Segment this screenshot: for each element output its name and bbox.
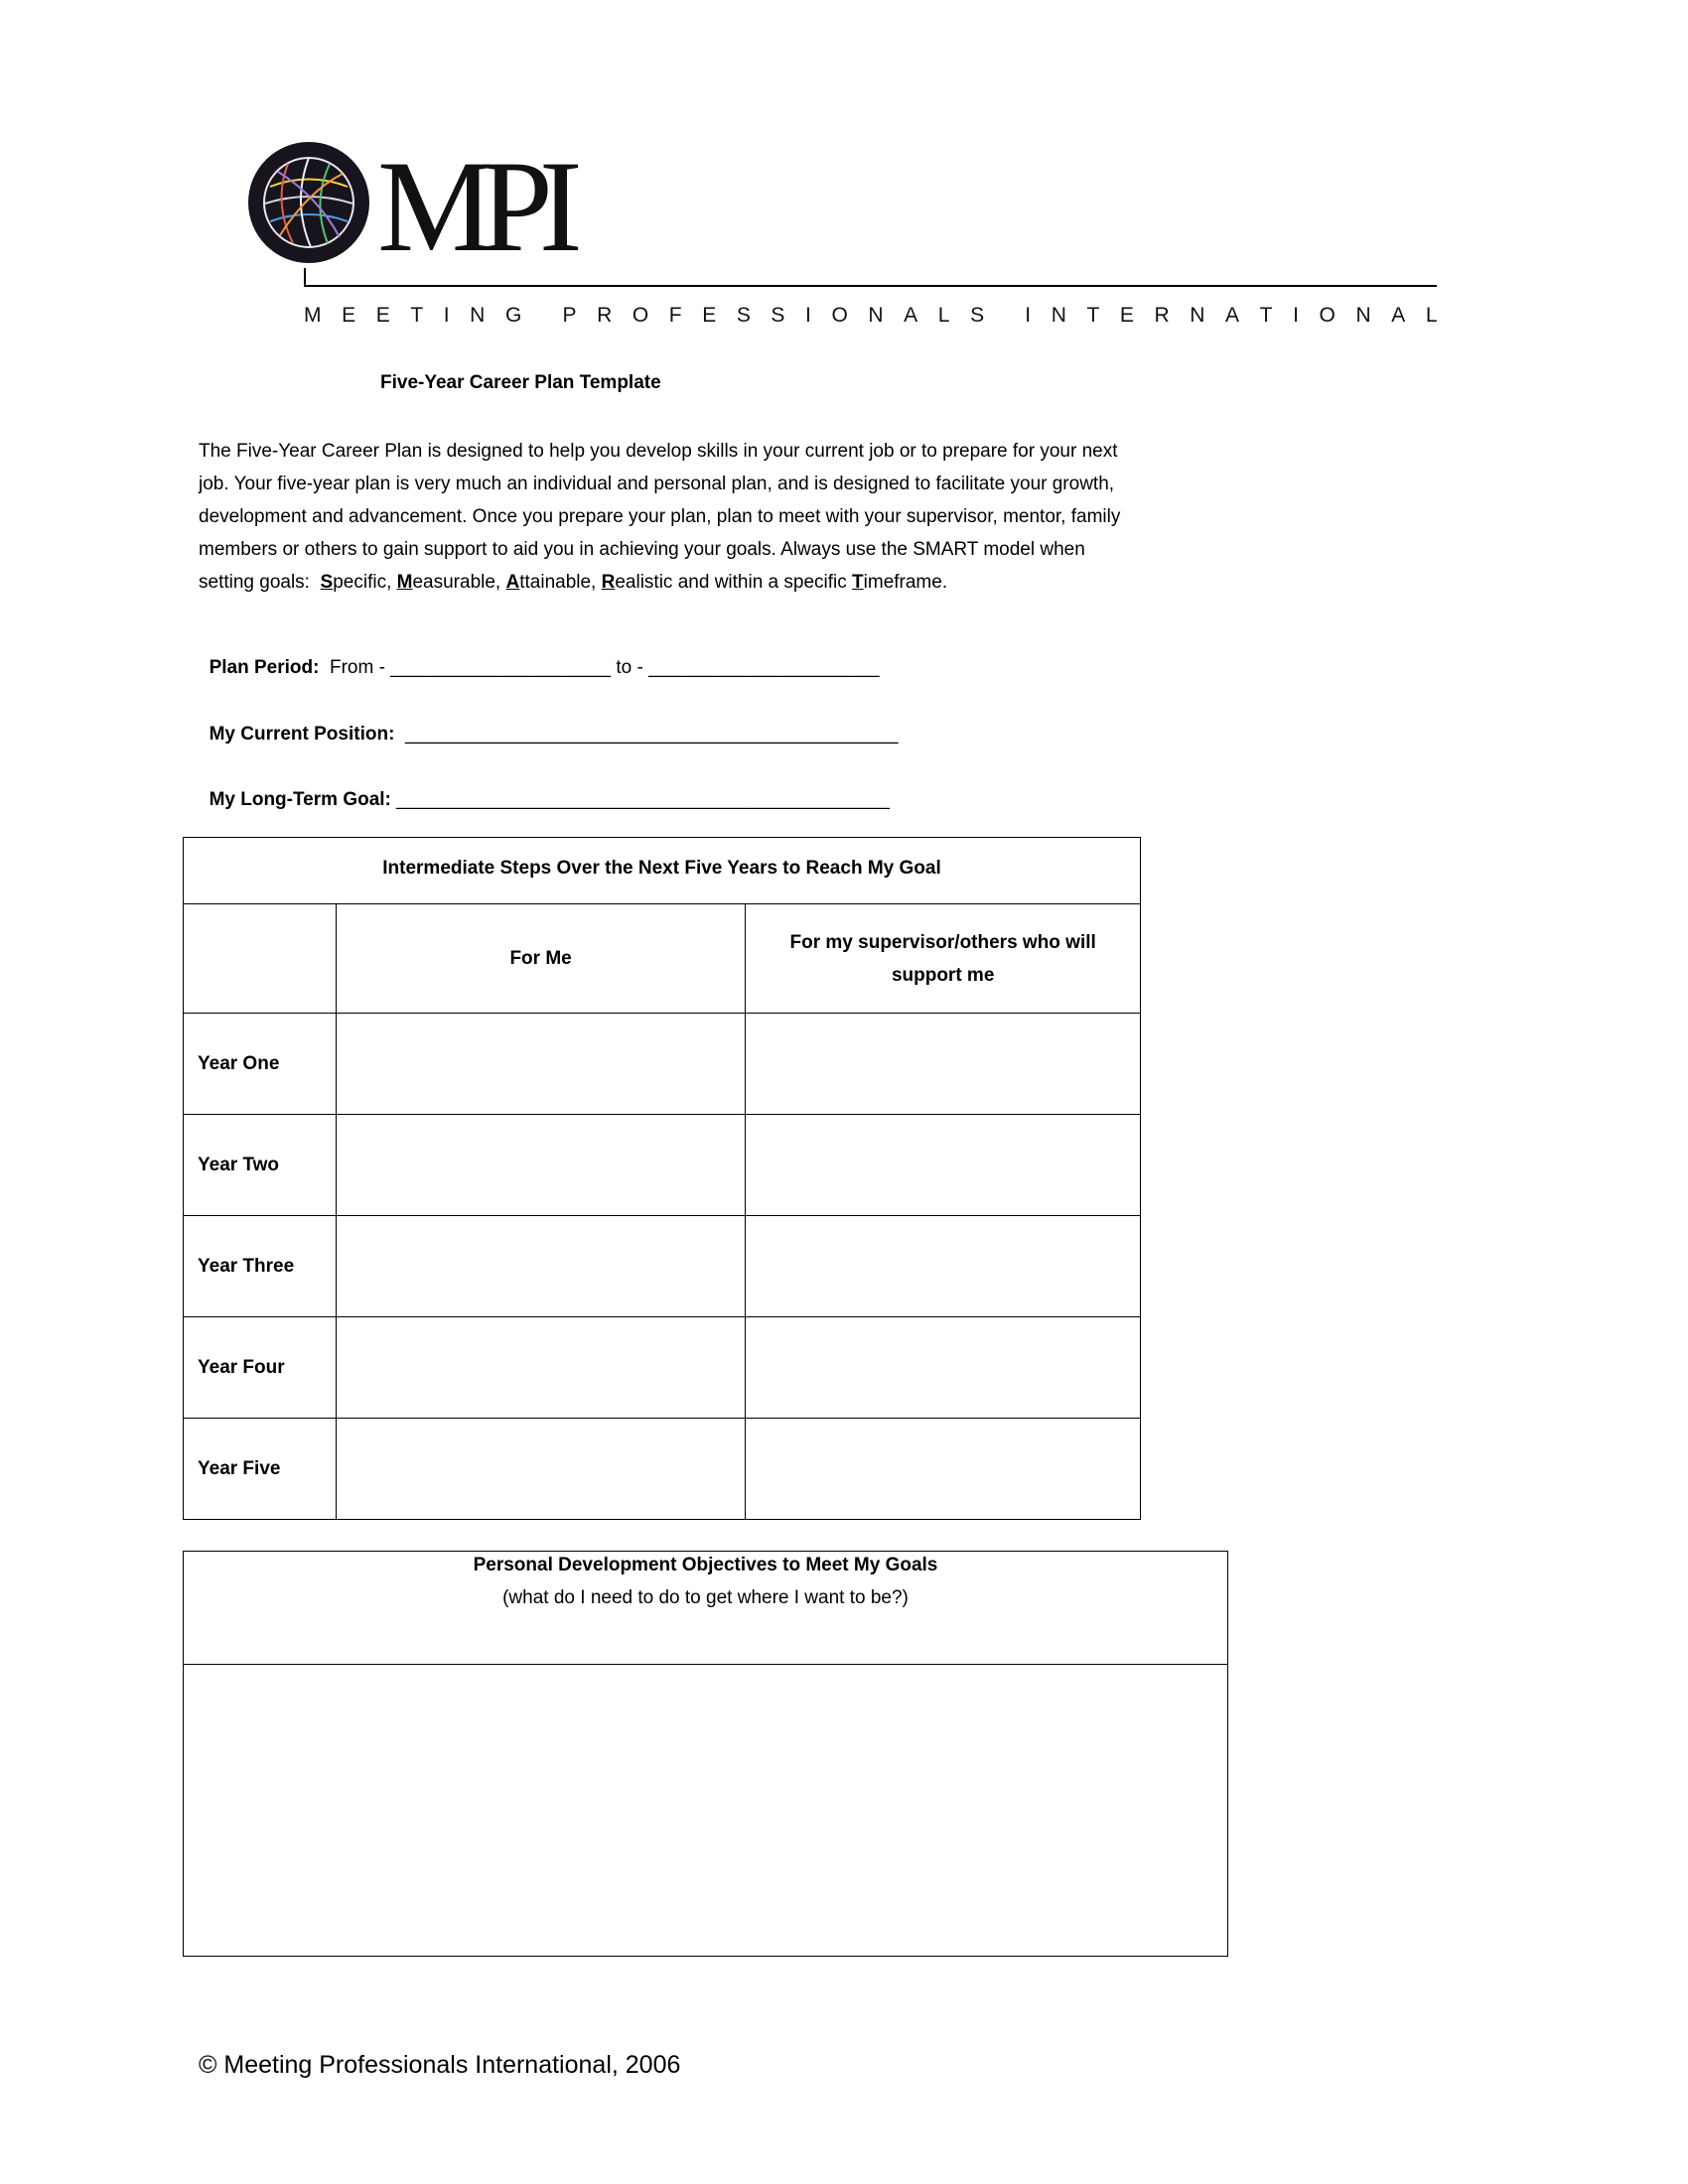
table-row: [184, 1115, 1141, 1216]
year-label: Year Five: [184, 1419, 337, 1520]
logo-rule-vertical: [304, 268, 306, 286]
smart-a: A: [505, 572, 520, 593]
header-empty-cell: [184, 904, 337, 1014]
year-label: Year One: [184, 1014, 337, 1115]
tagline-letter: S: [736, 304, 751, 327]
tagline-letter: O: [632, 304, 649, 327]
copyright-notice: © Meeting Professionals International, 2006: [199, 2051, 681, 2079]
intermediate-steps-table: [183, 837, 1141, 1520]
tagline-letter: A: [1225, 304, 1240, 327]
tagline-letter: S: [970, 304, 985, 327]
tagline-letter: N: [1355, 304, 1371, 327]
header-supervisor: [746, 904, 1141, 1014]
tagline-letter: M: [304, 304, 322, 327]
year-label: Year Four: [184, 1317, 337, 1419]
objectives-header: [184, 1552, 1227, 1665]
tagline-letter: G: [504, 304, 522, 327]
objectives-title: Personal Development Objectives to Meet My Goals: [473, 1555, 938, 1575]
smart-r: R: [601, 572, 616, 593]
mpi-logo-text: MPI: [377, 133, 569, 279]
plan-period-field[interactable]: [199, 632, 880, 680]
tagline-letter: E: [702, 304, 717, 327]
smart-t: T: [852, 572, 864, 593]
objectives-subtitle: (what do I need to do to get where I want to be?): [502, 1587, 909, 1608]
smart-m-rest: easurable,: [412, 572, 506, 593]
tagline-letter: L: [937, 304, 950, 327]
plan-period-blanks[interactable]: From - _____________________ to - ______________________: [319, 657, 880, 678]
smart-a-rest: ttainable,: [519, 572, 602, 593]
intro-paragraph: [199, 435, 1172, 599]
tagline-letter: N: [1190, 304, 1205, 327]
long-term-goal-field[interactable]: [199, 764, 890, 812]
supervisor-cell[interactable]: [746, 1419, 1141, 1520]
year-label: Year Three: [184, 1216, 337, 1317]
tagline-letter: E: [342, 304, 356, 327]
supervisor-cell[interactable]: [746, 1317, 1141, 1419]
tagline-letter: N: [868, 304, 884, 327]
supervisor-cell[interactable]: [746, 1115, 1141, 1216]
tagline-letter: S: [771, 304, 785, 327]
smart-t-rest: imeframe.: [863, 572, 948, 593]
tagline-letter: N: [1051, 304, 1066, 327]
header-supervisor-line2: support me: [891, 964, 995, 986]
intro-line: job. Your five-year plan is very much an individual and personal plan, and is designed to facilitate your growth,: [199, 474, 1115, 494]
tagline-letter: R: [597, 304, 613, 327]
for-me-cell[interactable]: [336, 1014, 745, 1115]
steps-table-title: Intermediate Steps Over the Next Five Years to Reach My Goal: [184, 838, 1141, 904]
table-row: [184, 1216, 1141, 1317]
objectives-writing-area[interactable]: [184, 1665, 1227, 1953]
tagline-letter: R: [1154, 304, 1170, 327]
long-term-goal-label: My Long-Term Goal:: [209, 789, 391, 810]
tagline-letter: O: [831, 304, 848, 327]
tagline-letter: L: [1425, 304, 1438, 327]
smart-r-rest: ealistic and within a specific: [615, 572, 853, 593]
tagline-letter: A: [1391, 304, 1406, 327]
table-row: [184, 1317, 1141, 1419]
mpi-globe-logo-icon: [248, 142, 369, 263]
current-position-label: My Current Position:: [209, 724, 395, 745]
smart-s: S: [320, 572, 334, 593]
year-label: Year Two: [184, 1115, 337, 1216]
intro-line: development and advancement. Once you prepare your plan, plan to meet with your supervisor, mentor, family: [199, 506, 1121, 527]
logo-rule-horizontal: [304, 285, 1437, 287]
smart-m: M: [396, 572, 413, 593]
tagline-letter: E: [375, 304, 390, 327]
table-row: [184, 1419, 1141, 1520]
intro-line: The Five-Year Career Plan is designed to help you develop skills in your current job or to prepare for your next: [199, 441, 1118, 462]
smart-prefix: setting goals:: [199, 572, 321, 593]
tagline-letter: P: [562, 304, 577, 327]
objectives-box: [183, 1551, 1228, 1957]
current-position-blank[interactable]: _______________________________________________: [394, 724, 899, 745]
tagline: [304, 303, 1438, 329]
supervisor-cell[interactable]: [746, 1216, 1141, 1317]
tagline-letter: F: [668, 304, 682, 327]
supervisor-cell[interactable]: [746, 1014, 1141, 1115]
tagline-letter: I: [1025, 304, 1032, 327]
plan-period-label: Plan Period:: [209, 657, 320, 678]
for-me-cell[interactable]: [336, 1115, 745, 1216]
tagline-letter: I: [1293, 304, 1299, 327]
long-term-goal-blank[interactable]: _______________________________________________: [390, 789, 890, 810]
for-me-cell[interactable]: [336, 1419, 745, 1520]
document-title: Five-Year Career Plan Template: [380, 372, 661, 393]
tagline-letter: I: [805, 304, 811, 327]
table-row: [184, 1014, 1141, 1115]
for-me-cell[interactable]: [336, 1216, 745, 1317]
smart-line: [199, 566, 1172, 599]
header-for-me: For Me: [336, 904, 745, 1014]
current-position-field[interactable]: [199, 699, 899, 747]
tagline-letter: N: [470, 304, 486, 327]
tagline-letter: T: [1086, 304, 1100, 327]
tagline-letter: O: [1319, 304, 1336, 327]
for-me-cell[interactable]: [336, 1317, 745, 1419]
tagline-letter: E: [1119, 304, 1134, 327]
tagline-letter: T: [1259, 304, 1273, 327]
intro-line: members or others to gain support to aid you in achieving your goals. Always use the SMART model when: [199, 539, 1085, 560]
header-supervisor-line1: For my supervisor/others who will: [789, 931, 1096, 953]
tagline-letter: T: [410, 304, 424, 327]
tagline-letter: A: [904, 304, 918, 327]
tagline-letter: I: [443, 304, 450, 327]
smart-s-rest: pecific,: [333, 572, 397, 593]
